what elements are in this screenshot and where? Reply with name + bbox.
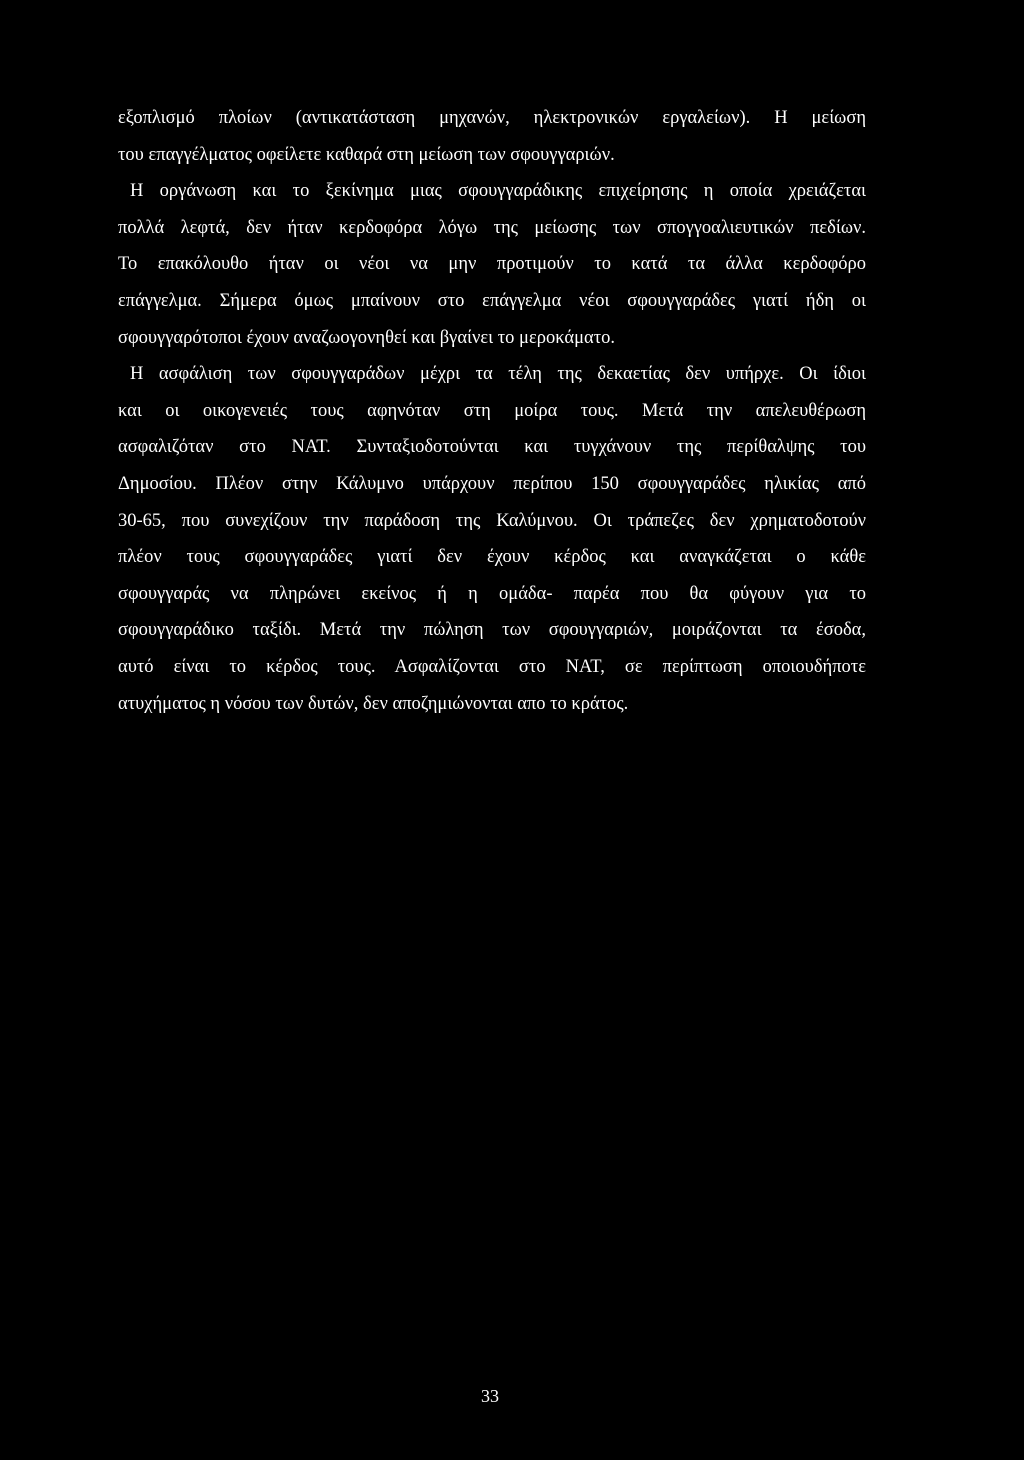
text-line: Δημοσίου. Πλέον στην Κάλυμνο υπάρχουν περίπου 150 σφουγγαράδες ηλικίας από [118, 473, 866, 494]
text-line: πλέον τους σφουγγαράδες γιατί δεν έχουν κέρδος και αναγκάζεται ο κάθε [118, 547, 866, 568]
text-line: και οι οικογενειές τους αφηνόταν στη μοίρα τους. Μετά την απελευθέρωση [118, 400, 866, 421]
text-line: σφουγγαράδικο ταξίδι. Μετά την πώληση των σφουγγαριών, μοιράζονται τα έσοδα, [118, 620, 866, 641]
text-line: εξοπλισμό πλοίων (αντικατάσταση μηχανών, ηλεκτρονικών εργαλείων). Η μείωση [118, 108, 866, 128]
text-line: αυτό είναι το κέρδος τους. Ασφαλίζονται στο ΝΑΤ, σε περίπτωση οποιουδήποτε [118, 656, 866, 677]
text-line: ατυχήματος η νόσου των δυτών, δεν αποζημιώνονται απο το κράτος. [118, 693, 629, 714]
text-line: Το επακόλουθο ήταν οι νέοι να μην προτιμούν το κατά τα άλλα κερδοφόρο [118, 254, 866, 275]
text-line: Η οργάνωση και το ξεκίνημα μιας σφουγγαράδικης επιχείρησης η οποία χρειάζεται [130, 181, 866, 202]
text-line: σφουγγαρότοποι έχουν αναζωογονηθεί και βγαίνει το μεροκάματο. [118, 327, 615, 348]
text-line: του επαγγέλματος οφείλετε καθαρά στη μείωση των σφουγγαριών. [118, 144, 615, 165]
text-line: σφουγγαράς να πληρώνει εκείνος ή η ομάδα- παρέα που θα φύγουν για το [118, 583, 866, 604]
body-text [118, 100, 866, 722]
text-line: πολλά λεφτά, δεν ήταν κερδοφόρα λόγω της μείωσης των σπογγοαλιευτικών πεδίων. [118, 217, 866, 238]
page-number: 33 [481, 1386, 499, 1406]
text-line: ασφαλιζόταν στο ΝΑΤ. Συνταξιοδοτούνται και τυγχάνουν της περίθαλψης του [118, 437, 866, 458]
text-line: 30-65, που συνεχίζουν την παράδοση της Καλύμνου. Οι τράπεζες δεν χρηματοδοτούν [118, 510, 866, 531]
text-line: Η ασφάλιση των σφουγγαράδων μέχρι τα τέλη της δεκαετίας δεν υπήρχε. Οι ίδιοι [130, 364, 866, 385]
text-line: επάγγελμα. Σήμερα όμως μπαίνουν στο επάγγελμα νέοι σφουγγαράδες γιατί ήδη οι [118, 290, 866, 311]
